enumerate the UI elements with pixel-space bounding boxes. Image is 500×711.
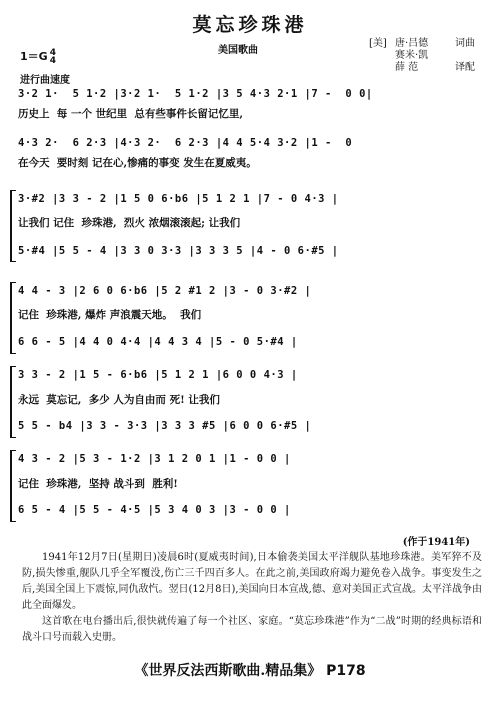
notation-line-4: 5·#4 |5 5 - 4 |3 3 0 3·3 |3 3 3 5 |4 - 0 6·#5 | (18, 245, 339, 257)
credits (369, 38, 475, 74)
notation-line-7: 3 3 - 2 |1 5 - 6·b6 |5 1 2 1 |6 0 0 4·3 | (18, 369, 298, 381)
lyric-line-2: 在今天 要时刻 记在心,惨痛的事变 发生在夏威夷。 (18, 157, 257, 169)
source-page: P178 (326, 663, 366, 679)
system-brace (10, 190, 16, 262)
lyric-line-7: 永远 莫忘记, 多少 人为自由而 死! 让我们 (18, 394, 220, 406)
system-brace (10, 282, 16, 354)
notation-line-9: 4 3 - 2 |5 3 - 1·2 |3 1 2 0 1 |1 - 0 0 | (18, 453, 291, 465)
lyric-line-1: 历史上 每 一个 世纪里 总有些事件长留记忆里, (18, 108, 244, 120)
song-title: 莫忘珍珠港 (192, 14, 308, 36)
key-signature (20, 48, 56, 65)
lyric-line-3: 让我们 记住 珍珠港, 烈火 浓烟滚滚起; 让我们 (18, 217, 241, 229)
notation-line-2: 4·3 2· 6 2·3 |4·3 2· 6 2·3 |4 4 5·4 3·2 |1 - 0 (18, 137, 366, 149)
note-paragraph-2: 这首歌在电台播出后,很快就传遍了每一个社区、家庭。“莫忘珍珠港”作为“二战”时期的经典标语和战斗口号而载入史册。 (22, 616, 482, 643)
credits-origin: [美] (369, 38, 387, 49)
credits-name-1: 唐·吕德 (395, 38, 429, 49)
notation-line-10: 6 5 - 4 |5 5 - 4·5 |5 3 4 0 3 |3 - 0 0 | (18, 504, 291, 516)
source-book: 《世界反法西斯歌曲.精品集》 (134, 663, 322, 679)
notation-line-1: 3·2 1· 5 1·2 |3·2 1· 5 1·2 |3 5 4·3 2·1 |7 - 0 0| (18, 88, 373, 100)
time-signature: 4 4 (49, 48, 56, 66)
tempo-marking: 进行曲速度 (20, 75, 70, 86)
background-note (22, 550, 482, 646)
note-paragraph-1: 1941年12月7日(星期日)凌晨6时(夏威夷时间),日本偷袭美国太平洋舰队基地珍珠港。美军猝不及防,损失惨重,舰队几乎全军覆没,伤亡三千四百多人。在此之前,美国政府竭力避免卷入战争。事变发生之后,美国全国上下震惊,同仇敌忾。翌日(12月8日),美国向日本宣战,德、意对美国正式宣战。太平洋战争由此全面爆发。 (22, 552, 482, 611)
notation-line-6: 6 6 - 5 |4 4 0 4·4 |4 4 3 4 |5 - 0 5·#4 | (18, 336, 298, 348)
key-tonic: 1＝G (20, 50, 48, 63)
lyric-line-9: 记住 珍珠港, 坚持 战斗到 胜利! (18, 478, 178, 490)
source-citation (0, 660, 500, 680)
composed-year: (作于1941年) (402, 537, 470, 548)
system-brace (10, 450, 16, 522)
lyric-line-5: 记住 珍珠港, 爆炸 声浪震天地。 我们 (18, 309, 202, 321)
notation-line-5: 4 4 - 3 |2 6 0 6·b6 |5 2 #1 2 |3 - 0 3·#2 | (18, 285, 312, 297)
credits-role-3: 译配 (455, 62, 475, 73)
credits-name-3: 薛 范 (395, 62, 419, 73)
system-brace (10, 366, 16, 438)
credits-role-1: 词曲 (455, 38, 475, 49)
song-subtitle: 美国歌曲 (218, 45, 258, 56)
notation-line-3: 3·#2 |3 3 - 2 |1 5 0 6·b6 |5 1 2 1 |7 - 0 4·3 | (18, 193, 339, 205)
credits-name-2: 赛米·凯 (395, 50, 429, 61)
notation-line-8: 5 5 - b4 |3 3 - 3·3 |3 3 3 #5 |6 0 0 6·#5 | (18, 420, 312, 432)
